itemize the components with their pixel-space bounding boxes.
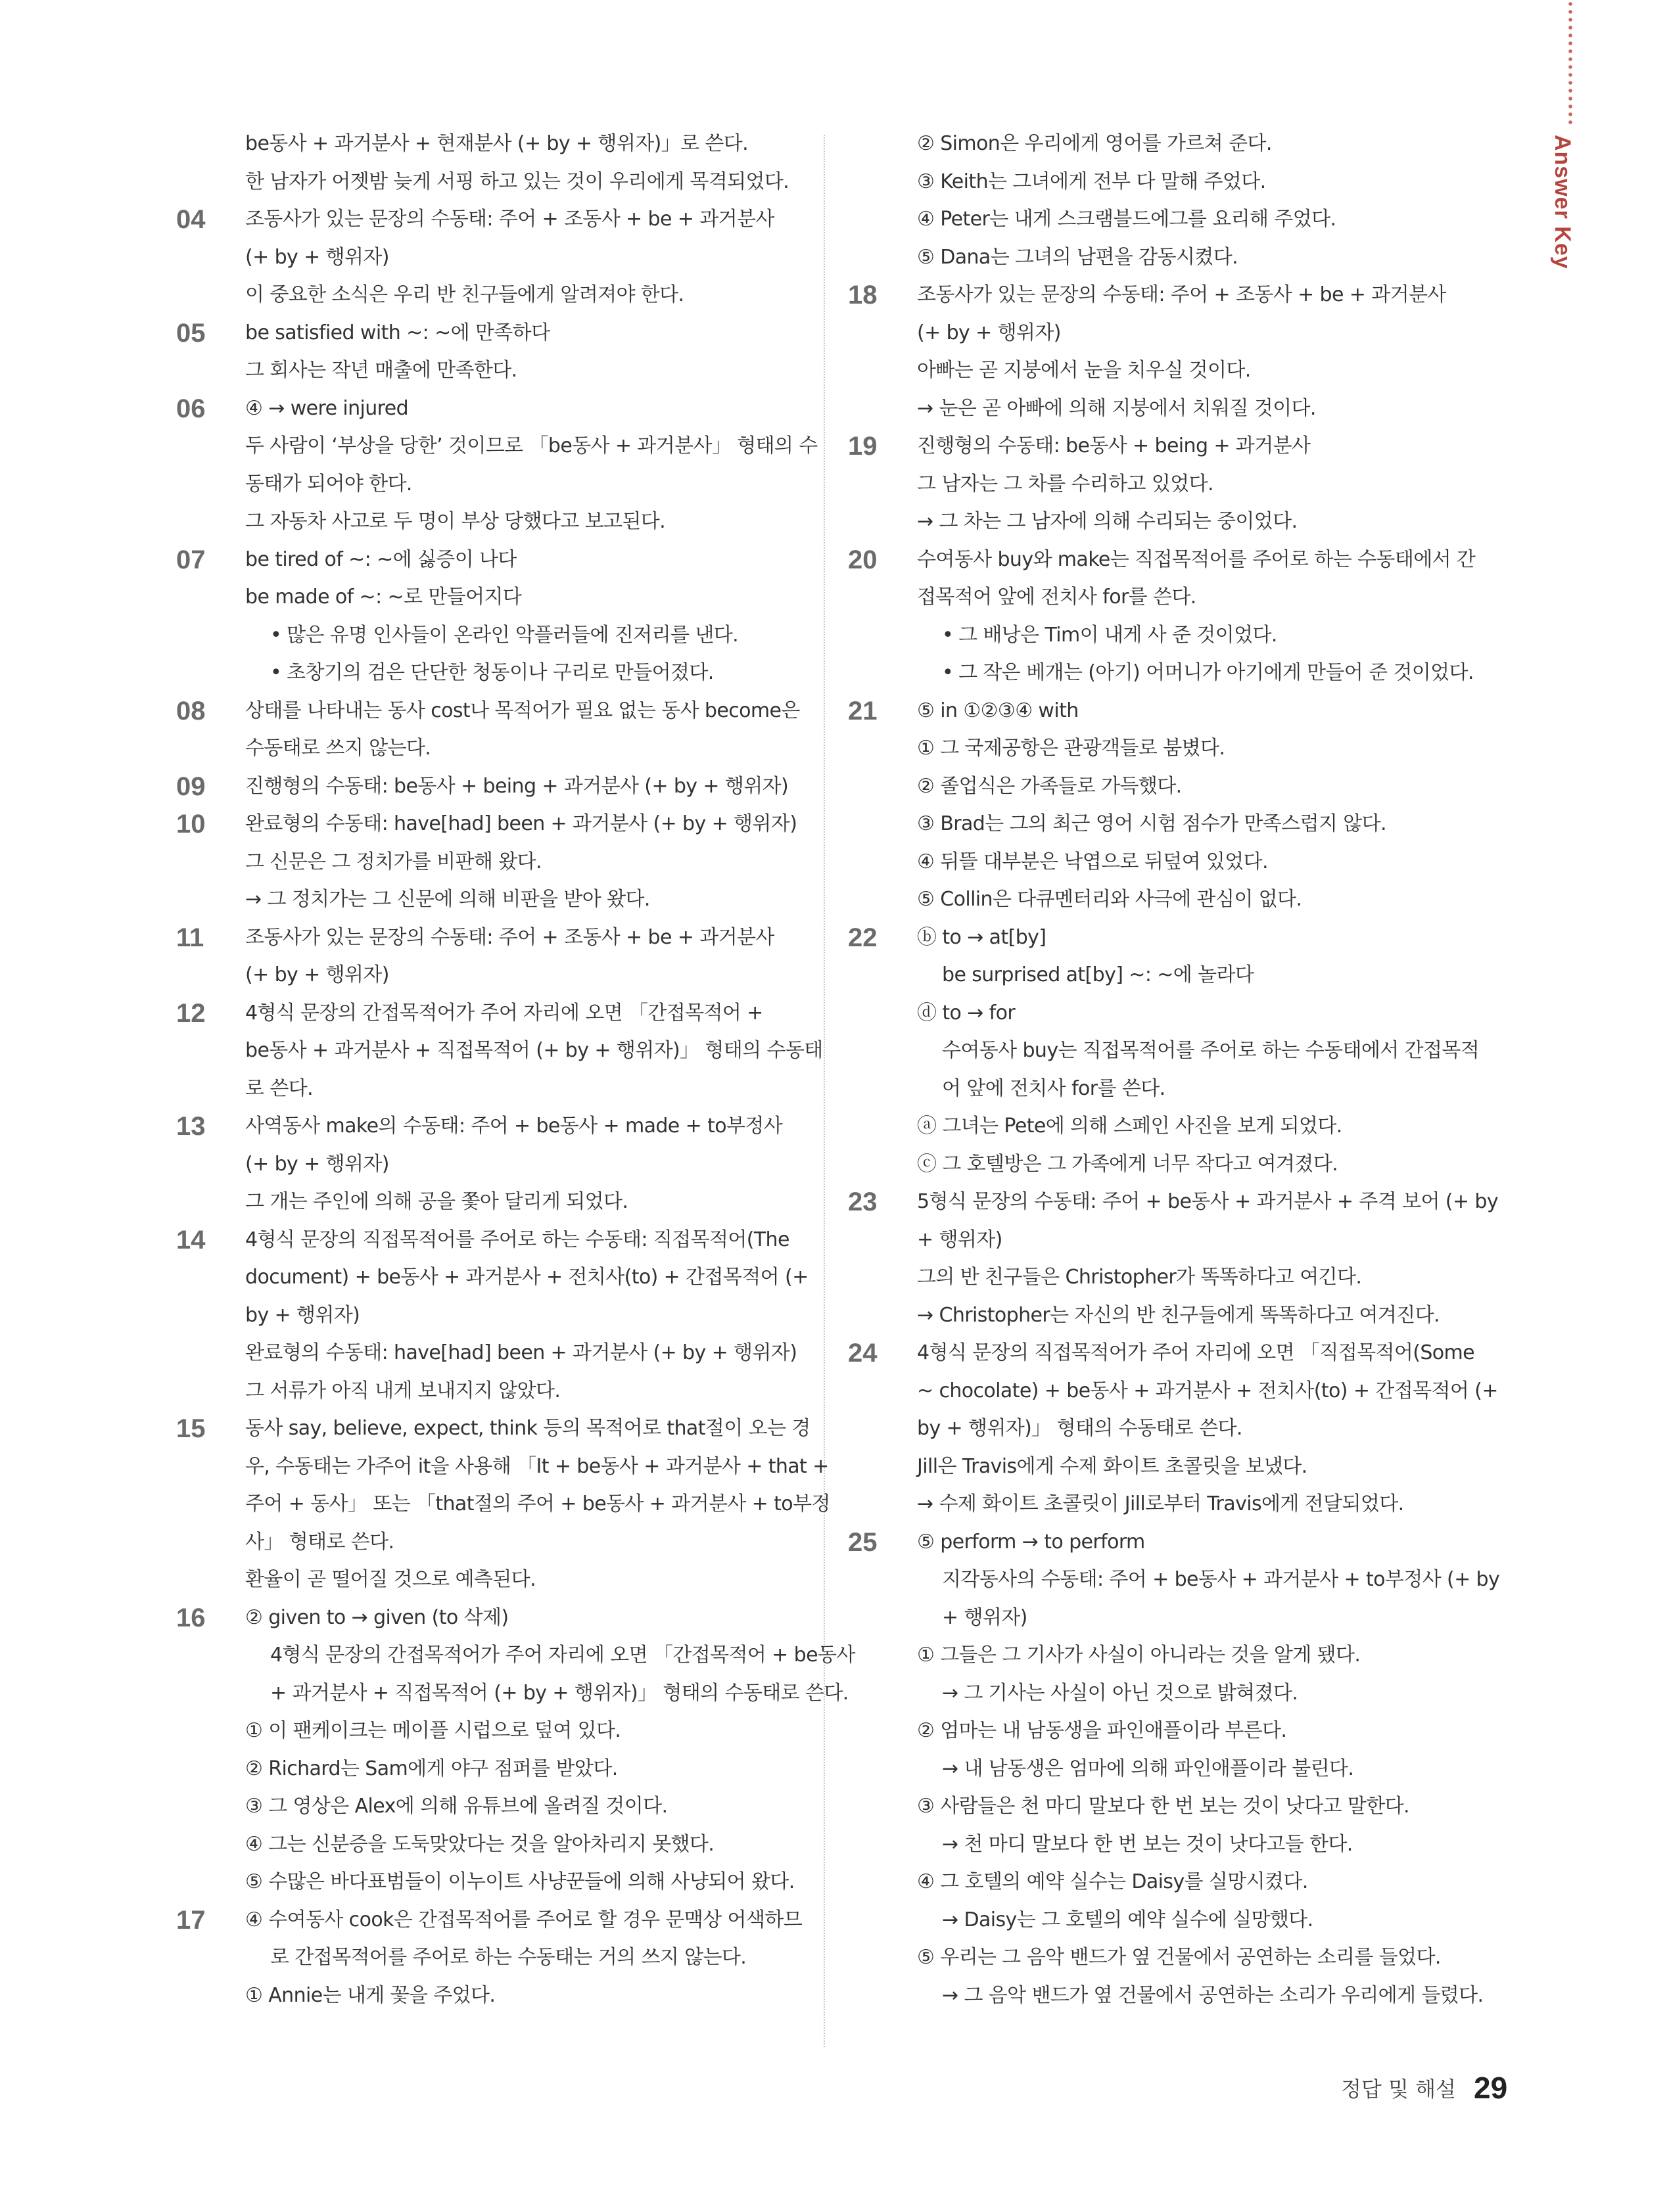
answer-line: (+ by + 행위자) [245,963,389,986]
question-number: 20 [848,545,878,574]
answer-entry-07 [176,541,797,692]
question-number: 21 [848,696,878,726]
question-number: 08 [176,696,206,726]
answer-line: 조동사가 있는 문장의 수동태: 주어 + 조동사 + be + 과거분사 [917,283,1446,306]
answer-line: 그의 반 친구들은 Christopher가 똑똑하다고 여긴다. [917,1266,1362,1289]
answer-line: 한 남자가 어젯밤 늦게 서핑 하고 있는 것이 우리에게 목격되었다. [245,170,789,193]
answer-line: 그 회사는 작년 매출에 만족한다. [245,359,517,382]
answer-line: 동태가 되어야 한다. [245,472,412,495]
answer-line: ⑤ Collin은 다큐멘터리와 사극에 관심이 없다. [917,888,1302,911]
answer-line: ⓓ to → for [917,1001,1016,1025]
answer-line: 4형식 문장의 직접목적어가 주어 자리에 오면 「직접목적어(Some [917,1341,1475,1364]
answer-line: 사」 형태로 쓴다. [245,1530,394,1554]
answer-entry-13 [176,1107,797,1221]
answer-line: 4형식 문장의 직접목적어를 주어로 하는 수동태: 직접목적어(The [245,1228,789,1251]
answer-line: ④ 뒤뜰 대부분은 낙엽으로 뒤덮여 있었다. [917,850,1268,873]
answer-entry-06 [176,390,818,541]
question-number: 10 [176,810,206,839]
answer-line: 그 서류가 아직 내게 보내지지 않았다. [245,1379,561,1402]
answer-line: document) + be동사 + 과거분사 + 전치사(to) + 간접목적어 (+ [245,1266,809,1289]
answer-entry-22 [848,919,1480,1184]
answer-entry-25 [848,1523,1500,2015]
answer-line: ② Richard는 Sam에게 야구 점퍼를 받았다. [245,1757,618,1780]
answer-line: ⑤ perform → to perform [917,1530,1145,1554]
answer-line: ⑤ Dana는 그녀의 남편을 감동시켰다. [917,245,1238,269]
answer-entry-11 [176,919,797,994]
answer-entry-17 [176,1901,803,2015]
question-number: 16 [176,1603,206,1632]
answer-entry-16 [176,1599,855,1901]
question-number: 23 [848,1187,878,1216]
answer-key-label: Answer Key [1550,135,1575,269]
answer-entry-12 [176,994,823,1108]
answer-line: + 과거분사 + 직접목적어 (+ by + 행위자)」 형태의 수동태로 쓴다. [270,1681,849,1705]
answer-line: • 많은 유명 인사들이 온라인 악플러들에 진저리를 낸다. [245,616,797,655]
question-number: 24 [848,1339,878,1368]
question-number: 15 [176,1414,206,1443]
answer-line: (+ by + 행위자) [917,321,1061,344]
answer-line: 그 남자는 그 차를 수리하고 있었다. [917,472,1213,495]
answer-entry-18 [848,276,1472,427]
question-number: 11 [176,923,204,952]
answer-line: ① Annie는 내게 꽃을 주었다. [245,1983,496,2007]
answer-line: Jill은 Travis에게 수제 화이트 초콜릿을 보냈다. [917,1454,1307,1478]
answer-line: + 행위자) [942,1605,1027,1629]
page-footer [1341,2070,1507,2106]
answer-line: be made of ~: ~로 만들어지다 [245,586,522,609]
answer-line: ⑤ 우리는 그 음악 밴드가 옆 건물에서 공연하는 소리를 들었다. [917,1946,1441,1969]
answer-entry-05 [176,314,797,390]
answer-line: by + 행위자)」 형태의 수동태로 쓴다. [917,1417,1242,1440]
answer-line: be tired of ~: ~에 싫증이 나다 [245,547,517,571]
answer-line: ② 엄마는 내 남동생을 파인애플이라 부른다. [917,1719,1287,1742]
answer-line: 로 쓴다. [245,1076,314,1100]
answer-entry-10 [176,805,797,919]
answer-line: ② given to → given (to 삭제) [245,1605,509,1629]
left-column [176,125,855,2014]
answer-entry-14 [176,1221,809,1410]
answer-line: 5형식 문장의 수동태: 주어 + be동사 + 과거분사 + 주격 보어 (+ by [917,1190,1498,1213]
answer-line: ① 이 팬케이크는 메이플 시럽으로 덮여 있다. [245,1719,621,1742]
answer-line: → 천 마디 말보다 한 번 보는 것이 낫다고들 한다. [942,1832,1353,1856]
answer-line: ② Simon은 우리에게 영어를 가르쳐 준다. [917,132,1272,155]
question-number: 25 [848,1527,878,1557]
answer-line: • 그 배낭은 Tim이 내게 사 준 것이었다. [917,616,1472,655]
answer-line: ② 졸업식은 가족들로 가득했다. [917,774,1182,798]
answer-entry-19 [848,427,1472,541]
answer-line: 로 간접목적어를 주어로 하는 수동태는 거의 쓰지 않는다. [270,1946,747,1969]
answer-line: • 초창기의 검은 단단한 청동이나 구리로 만들어졌다. [245,654,797,692]
answer-line: ⓒ 그 호텔방은 그 가족에게 너무 작다고 여겨졌다. [917,1152,1338,1176]
answer-line: 완료형의 수동태: have[had] been + 과거분사 (+ by + 행위자) [245,812,797,835]
answer-line: ④ → were injured [245,396,409,420]
answer-line: 사역동사 make의 수동태: 주어 + be동사 + made + to부정사 [245,1115,783,1138]
question-number: 04 [176,205,206,234]
answer-line: 접목적어 앞에 전치사 for를 쓴다. [917,586,1196,609]
question-number: 18 [848,281,878,310]
answer-entry-09 [176,768,797,806]
answer-entry-23 [848,1183,1498,1334]
answer-line: 조동사가 있는 문장의 수동태: 주어 + 조동사 + be + 과거분사 [245,208,774,231]
answer-line: 완료형의 수동태: have[had] been + 과거분사 (+ by + 행위자) [245,1341,797,1364]
answer-line: → 내 남동생은 엄마에 의해 파인애플이라 불린다. [942,1757,1354,1780]
answer-line: ④ Peter는 내게 스크램블드에그를 요리해 주었다. [917,208,1336,231]
answer-line: by + 행위자) [245,1303,360,1327]
answer-line: be동사 + 과거분사 + 직접목적어 (+ by + 행위자)」 형태의 수동태 [245,1039,823,1062]
answer-entry-continued [176,125,797,200]
answer-line: ④ 그는 신분증을 도둑맞았다는 것을 알아차리지 못했다. [245,1832,715,1856]
answer-line: 4형식 문장의 간접목적어가 주어 자리에 오면 「간접목적어 + [245,1001,763,1025]
answer-line: 주어 + 동사」 또는 「that절의 주어 + be동사 + 과거분사 + to부정 [245,1492,830,1515]
question-number: 09 [176,772,206,801]
answer-entry-20 [848,541,1476,692]
answer-line: be satisfied with ~: ~에 만족하다 [245,321,550,344]
answer-line: 지각동사의 수동태: 주어 + be동사 + 과거분사 + to부정사 (+ by [942,1568,1500,1591]
answer-line: 수여동사 buy와 make는 직접목적어를 주어로 하는 수동태에서 간 [917,547,1476,571]
answer-line: → 눈은 곧 아빠에 의해 지붕에서 치워질 것이다. [917,396,1316,420]
answer-line: 그 신문은 그 정치가를 비판해 왔다. [245,850,542,873]
answer-line: 그 자동차 사고로 두 명이 부상 당했다고 보고된다. [245,510,666,533]
question-number: 14 [176,1225,206,1255]
answer-line: (+ by + 행위자) [245,245,389,269]
answer-line: 환율이 곧 떨어질 것으로 예측된다. [245,1568,536,1591]
answer-line: → 그 음악 밴드가 옆 건물에서 공연하는 소리가 우리에게 들렸다. [942,1983,1484,2007]
answer-line: 우, 수동태는 가주어 it을 사용해 「It + be동사 + 과거분사 + that + [245,1454,829,1478]
answer-line: + 행위자) [917,1228,1002,1251]
question-number: 17 [176,1905,206,1935]
question-number: 06 [176,394,206,423]
answer-line: 동사 say, believe, expect, think 등의 목적어로 that절이 오는 경 [245,1417,811,1440]
column-divider [824,135,825,2047]
answer-line: ③ 사람들은 천 마디 말보다 한 번 보는 것이 낫다고 말한다. [917,1795,1409,1818]
decorative-dots [1568,0,1572,126]
answer-line: ⑤ 수많은 바다표범들이 이누이트 사냥꾼들에 의해 사냥되어 왔다. [245,1870,795,1893]
answer-line: → Daisy는 그 호텔의 예약 실수에 실망했다. [942,1908,1313,1931]
answer-line: ③ Brad는 그의 최근 영어 시험 점수가 만족스럽지 않다. [917,812,1386,835]
answer-line: ④ 그 호텔의 예약 실수는 Daisy를 실망시켰다. [917,1870,1308,1893]
answer-line: ⓑ to → at[by] [917,925,1046,949]
answer-entry-08 [176,692,800,768]
answer-line: → Christopher는 자신의 반 친구들에게 똑똑하다고 여겨진다. [917,1303,1440,1327]
answer-line: 이 중요한 소식은 우리 반 친구들에게 알려져야 한다. [245,283,684,306]
answer-line: 아빠는 곧 지붕에서 눈을 치우실 것이다. [917,359,1251,382]
answer-line: → 그 정치가는 그 신문에 의해 비판을 받아 왔다. [245,888,650,911]
question-number: 19 [848,432,878,461]
answer-line: ⓐ 그녀는 Pete에 의해 스페인 사진을 보게 되었다. [917,1115,1342,1138]
question-number: 13 [176,1112,206,1141]
question-number: 12 [176,998,206,1028]
answer-line: 상태를 나타내는 동사 cost나 목적어가 필요 없는 동사 become은 [245,699,800,722]
footer-label: 정답 및 해설 [1341,2077,1456,2102]
answer-entry-15 [176,1410,830,1599]
answer-line: → 그 기사는 사실이 아닌 것으로 밝혀졌다. [942,1681,1298,1705]
answer-line: 수여동사 buy는 직접목적어를 주어로 하는 수동태에서 간접목적 [942,1039,1480,1062]
answer-line: 조동사가 있는 문장의 수동태: 주어 + 조동사 + be + 과거분사 [245,925,774,949]
answer-line: ① 그 국제공항은 관광객들로 붐볐다. [917,737,1225,760]
answer-key-tab [1550,135,1589,292]
answer-line: → 그 차는 그 남자에 의해 수리되는 중이었다. [917,510,1298,533]
page-number: 29 [1474,2071,1508,2105]
answer-line: 진행형의 수동태: be동사 + being + 과거분사 [917,434,1311,457]
answer-line: ~ chocolate) + be동사 + 과거분사 + 전치사(to) + 간접목적어 (+ [917,1379,1498,1402]
right-column [848,125,1500,2014]
answer-line: 그 개는 주인에 의해 공을 쫓아 달리게 되었다. [245,1190,628,1213]
answer-entry-04 [176,200,797,314]
answer-line: 두 사람이 ‘부상을 당한’ 것이므로 「be동사 + 과거분사」 형태의 수 [245,434,818,457]
answer-line: 진행형의 수동태: be동사 + being + 과거분사 (+ by + 행위자) [245,774,789,798]
answer-line: 4형식 문장의 간접목적어가 주어 자리에 오면 「간접목적어 + be동사 [270,1644,855,1667]
answer-line: ⑤ in ①②③④ with [917,699,1079,722]
answer-line: 수동태로 쓰지 않는다. [245,737,431,760]
answer-line: • 그 작은 베개는 (아기) 어머니가 아기에게 만들어 준 것이었다. [917,654,1472,692]
answer-line: 어 앞에 전치사 for를 쓴다. [942,1076,1165,1100]
answer-entry-continued [848,125,1472,276]
answer-line: ③ 그 영상은 Alex에 의해 유튜브에 올려질 것이다. [245,1795,668,1818]
question-number: 07 [176,545,206,574]
answer-line: ④ 수여동사 cook은 간접목적어를 주어로 할 경우 문맥상 어색하므 [245,1908,803,1931]
answer-line: be surprised at[by] ~: ~에 놀라다 [942,963,1254,986]
answer-entry-24 [848,1334,1498,1523]
answer-entry-21 [848,692,1472,919]
answer-line: → 수제 화이트 초콜릿이 Jill로부터 Travis에게 전달되었다. [917,1492,1404,1515]
question-number: 22 [848,923,878,952]
answer-line: ① 그들은 그 기사가 사실이 아니라는 것을 알게 됐다. [917,1644,1361,1667]
answer-line: (+ by + 행위자) [245,1152,389,1176]
answer-line: ③ Keith는 그녀에게 전부 다 말해 주었다. [917,170,1266,193]
answer-line: be동사 + 과거분사 + 현재분사 (+ by + 행위자)」로 쓴다. [245,132,749,155]
question-number: 05 [176,318,206,348]
